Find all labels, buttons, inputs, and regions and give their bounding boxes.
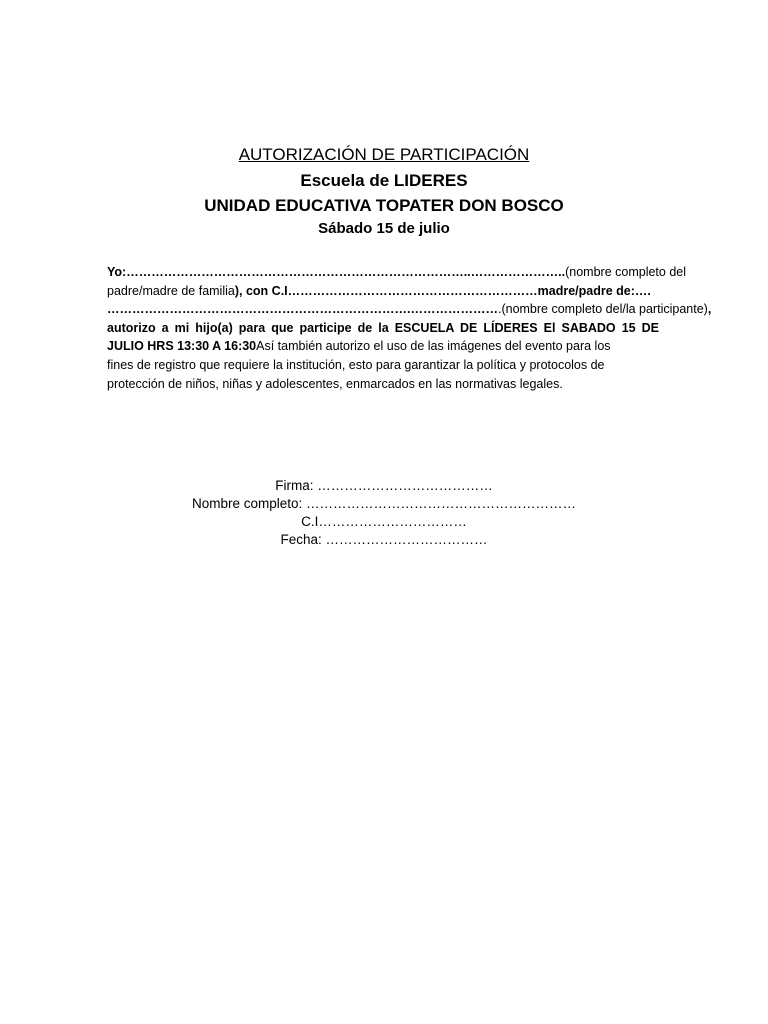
parent-role-hint: padre/madre de familia <box>107 283 235 298</box>
image-consent-text: Así también autorizo el uso de las imágenes del evento para los <box>256 339 611 354</box>
consent-line-5 <box>107 337 659 356</box>
participant-comma: , <box>707 302 712 317</box>
date-field: Fecha: ……………………………… <box>280 532 488 547</box>
signature-field: Firma: ………………………………… <box>275 478 493 493</box>
school-name: Escuela de LIDERES <box>300 171 468 190</box>
parent-name-hint: (nombre completo del <box>565 265 687 279</box>
participant-name-blank: ……………………………………………………………….………………… <box>107 302 498 317</box>
child-protection-text: protección de niños, niñas y adolescentes, enmarcados en las normativas legales. <box>107 376 563 391</box>
event-date: Sábado 15 de julio <box>318 220 450 237</box>
event-schedule: JULIO HRS 13:30 A 16:30 <box>107 339 257 354</box>
registry-purpose-text: fines de registro que requiere la institución, esto para garantizar la política y protocolos de <box>107 357 605 372</box>
consent-line-4 <box>107 319 659 338</box>
consent-line-7 <box>107 375 659 394</box>
consent-paragraph <box>107 263 712 393</box>
document-title: AUTORIZACIÓN DE PARTICIPACIÓN <box>238 145 530 164</box>
consent-line-3 <box>107 300 712 319</box>
authorization-statement: autorizo a mi hijo(a) para que participe de la ESCUELA DE LÍDERES El SABADO 15 DE <box>107 320 659 335</box>
parent-name-blank: Yo:………………………………………………………………………..………………….. <box>107 265 566 279</box>
consent-line-6 <box>107 356 659 375</box>
institution-name: UNIDAD EDUCATIVA TOPATER DON BOSCO <box>204 196 564 215</box>
consent-line-2 <box>107 282 659 301</box>
consent-line-1 <box>107 263 687 282</box>
participant-name-hint: .(nombre completo del/la participante) <box>497 302 708 317</box>
full-name-field: Nombre completo: …………………………………………………… <box>191 496 577 511</box>
signature-block <box>0 477 768 549</box>
ci-and-child-blank: ), con C.I……………………………………………………madre/padre de:…. <box>234 283 651 298</box>
id-number-field: C.I…………………………… <box>301 514 467 529</box>
